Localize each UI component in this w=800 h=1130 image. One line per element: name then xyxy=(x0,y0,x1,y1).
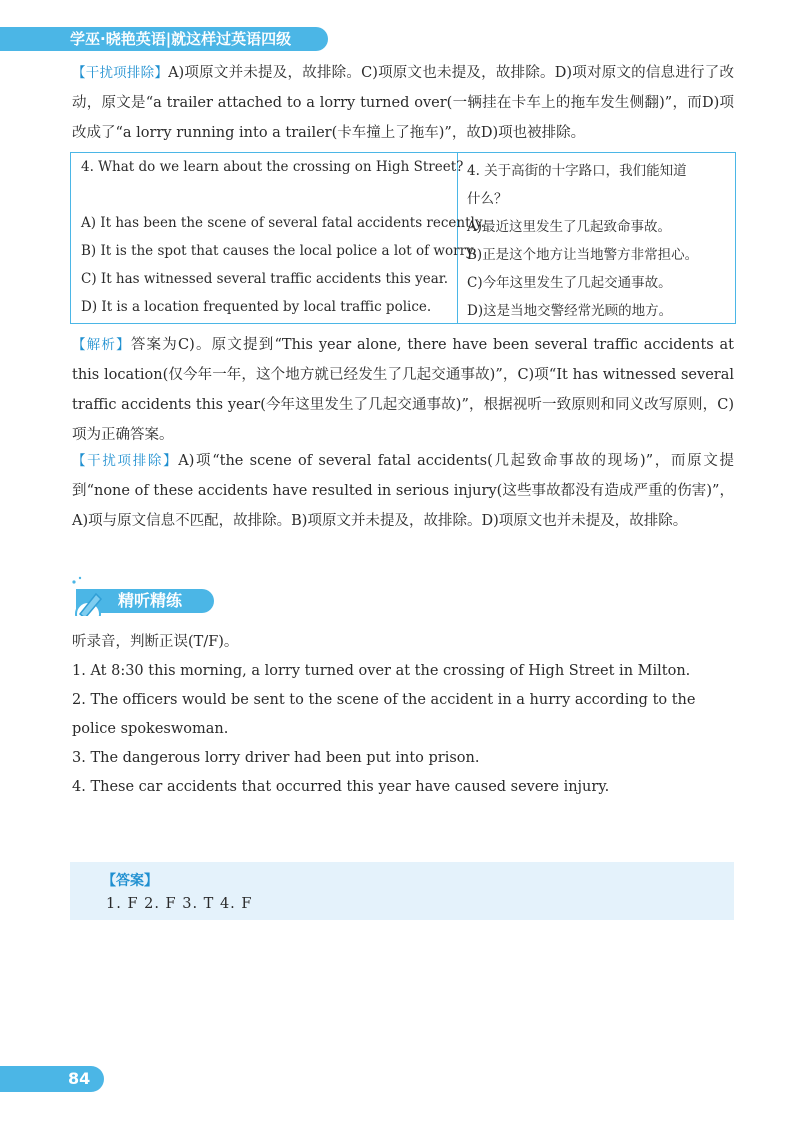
option-en-b: B) It is the spot that causes the local police a lot of worry. xyxy=(81,243,477,259)
distractor-tag-2: 【干扰项排除】 xyxy=(72,453,179,469)
page-number xyxy=(0,1066,104,1092)
exercise-item-2-cont: police spokeswoman. xyxy=(72,721,229,737)
question-en: 4. What do we learn about the crossing on High Street? xyxy=(81,159,464,175)
question-zh-line1: 4. 关于高街的十字路口，我们能知道 xyxy=(467,163,687,179)
analysis-paragraph xyxy=(72,330,734,450)
analysis-text: 答案为C)。原文提到“This year alone, there have been several traffic accidents at this location(仅今年一年，这个地方就已经发生了几起交通事故)”，C)项“It has witnessed several traffic accidents this year(今年这里发生了几起交通事故)”，根据视听一致原则和同义改写原则，C)项为正确答案。 xyxy=(72,337,734,443)
section-title: 精听精练 xyxy=(118,591,183,610)
distractor-text-2: A)项“the scene of several fatal accidents(几起致命事故的现场)”，而原文提到“none of these accidents have resulted in serious injury(这些事故都没有造成严重的伤害)”，A)项与原文信息不匹配，故排除。B)项原文并未提及，故排除。D)项原文也并未提及，故排除。 xyxy=(72,453,735,529)
header-bar xyxy=(0,27,328,51)
distractor-paragraph-2 xyxy=(72,446,734,536)
header-title: 学巫·晓艳英语|就这样过英语四级 xyxy=(70,30,292,48)
option-zh-c: C)今年这里发生了几起交通事故。 xyxy=(467,275,672,291)
exercise-item-4: 4. These car accidents that occurred this year have caused severe injury. xyxy=(72,779,610,795)
option-en-a: A) It has been the scene of several fatal accidents recently. xyxy=(81,215,485,231)
question-table xyxy=(70,152,736,324)
answer-values: 1. F 2. F 3. T 4. F xyxy=(106,896,253,912)
pencil-icon xyxy=(68,574,112,616)
option-zh-d: D)这是当地交警经常光顾的地方。 xyxy=(467,303,673,319)
exercise-item-2: 2. The officers would be sent to the scene of the accident in a hurry according to the xyxy=(72,692,696,708)
question-zh-line2: 什么？ xyxy=(467,191,508,207)
analysis-tag: 【解析】 xyxy=(72,337,131,353)
option-en-d: D) It is a location frequented by local traffic police. xyxy=(81,299,432,315)
section-badge xyxy=(68,586,214,614)
answer-title: 【答案】 xyxy=(102,873,158,889)
distractor-paragraph-1 xyxy=(72,58,734,148)
option-zh-a: A)最近这里发生了几起致命事故。 xyxy=(467,219,672,235)
table-divider xyxy=(457,153,458,323)
exercise-item-1: 1. At 8:30 this morning, a lorry turned over at the crossing of High Street in Milton. xyxy=(72,663,691,679)
answer-box xyxy=(70,862,734,920)
option-en-c: C) It has witnessed several traffic accidents this year. xyxy=(81,271,449,287)
page-number-text: 84 xyxy=(68,1069,91,1088)
exercise-item-3: 3. The dangerous lorry driver had been put into prison. xyxy=(72,750,480,766)
distractor-tag: 【干扰项排除】 xyxy=(72,65,169,81)
distractor-text: A)项原文并未提及，故排除。C)项原文也未提及，故排除。D)项对原文的信息进行了改动，原文是“a trailer attached to a lorry turned over(一辆挂在卡车上的拖车发生侧翻)”，而D)项改成了“a lorry running into a trailer(卡车撞上了拖车)”，故D)项也被排除。 xyxy=(72,65,735,141)
exercise-instruction: 听录音，判断正误(T/F)。 xyxy=(72,634,239,650)
option-zh-b: B)正是这个地方让当地警方非常担心。 xyxy=(467,247,699,263)
